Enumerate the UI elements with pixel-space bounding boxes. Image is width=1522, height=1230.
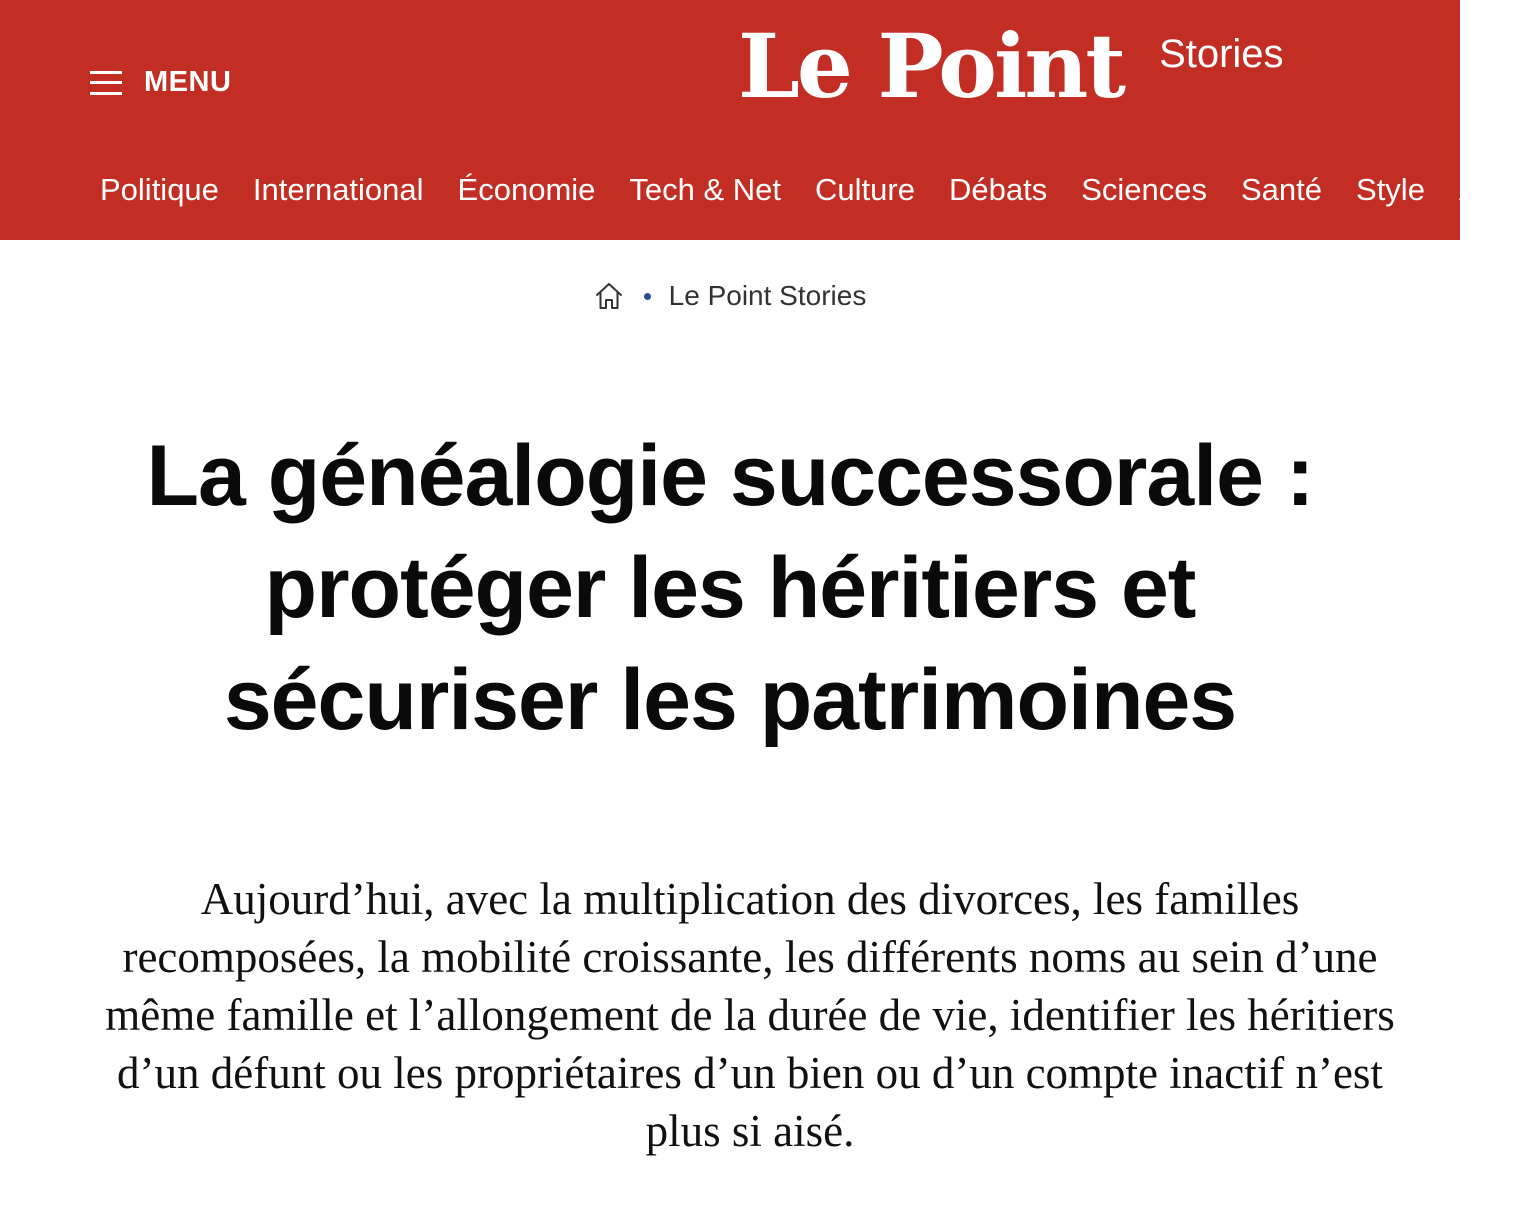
nav-item-debats[interactable]: Débats <box>948 172 1048 207</box>
nav-item-tech-net[interactable]: Tech & Net <box>629 172 782 207</box>
nav-item-sante[interactable]: Santé <box>1241 172 1323 207</box>
site-header <box>0 0 1489 240</box>
article-lede: Aujourd’hui, avec la multiplication des divorces, les familles recomposées, la mobilité croissante, les différents noms au sein d’une même famille et l’allongement de la durée de vie, identifier les héritiers d’un défunt ou les propriétaires d’un bien ou d’un compte inactif n’est plus si aisé. <box>105 874 1395 1156</box>
nav-item-international[interactable]: International <box>252 172 424 207</box>
nav-item-economie[interactable]: Économie <box>457 172 596 207</box>
hamburger-icon[interactable] <box>90 67 122 99</box>
main-nav <box>100 172 1522 208</box>
home-icon[interactable] <box>594 281 624 311</box>
menu-label[interactable]: MENU <box>144 66 232 98</box>
brand[interactable] <box>738 14 1284 118</box>
nav-item-culture[interactable]: Culture <box>815 172 915 207</box>
site-logo[interactable]: Le Point <box>738 14 1124 118</box>
nav-item-sciences[interactable]: Sciences <box>1081 172 1207 207</box>
nav-item-politique[interactable]: Politique <box>100 172 219 207</box>
menu-button[interactable] <box>90 66 231 99</box>
breadcrumb <box>0 280 1460 312</box>
section-name[interactable]: Stories <box>1159 32 1284 76</box>
breadcrumb-current[interactable]: Le Point Stories <box>668 280 867 311</box>
nav-item-truncated[interactable]: Af <box>1458 172 1489 207</box>
nav-item-style[interactable]: Style <box>1356 172 1425 207</box>
article-title: La généalogie successorale : protéger les héritiers et sécuriser les patrimoines <box>146 428 1314 748</box>
breadcrumb-separator <box>644 293 651 300</box>
